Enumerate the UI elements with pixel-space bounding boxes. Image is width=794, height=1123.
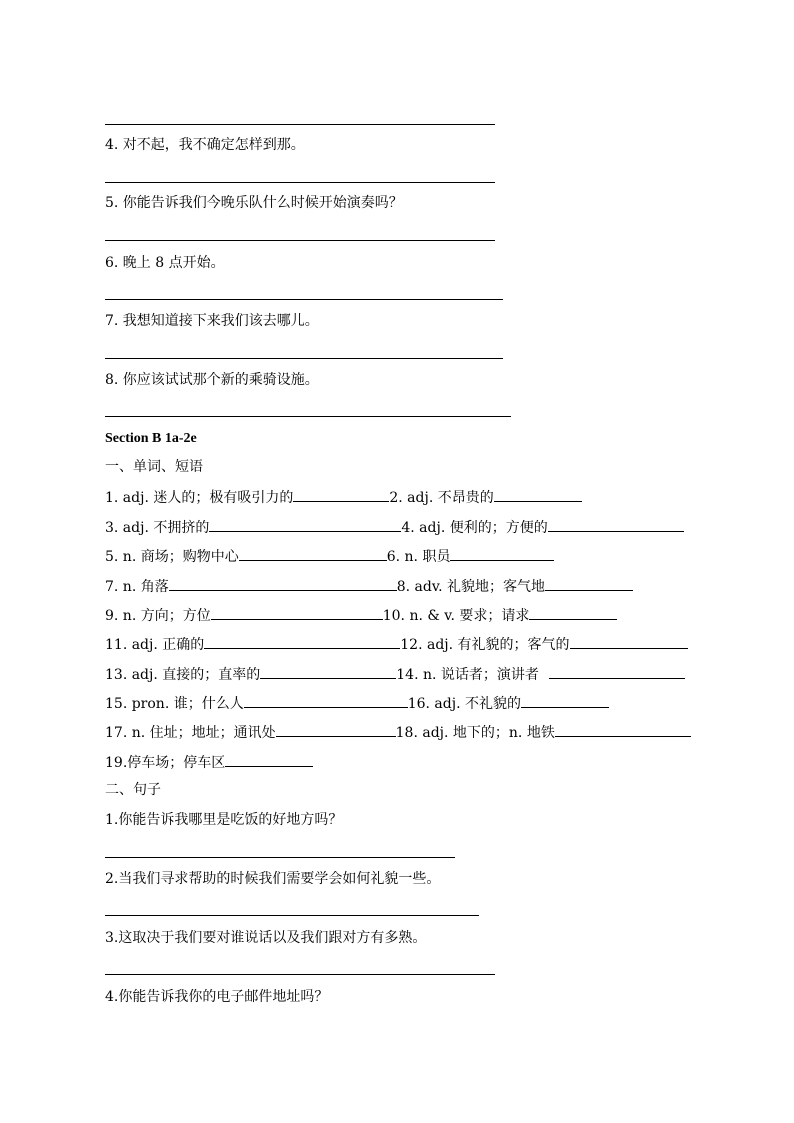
vocab-row [105,752,313,772]
blank [548,517,684,532]
vocab-item: 10. n. & v. 要求；请求 [382,608,530,624]
vocab-item: 1. adj. 迷人的；极有吸引力的 [105,490,294,506]
blank [570,634,688,649]
blank [169,576,397,591]
vocab-row [105,664,685,684]
blank [260,664,396,679]
vocab-item: 17. n. 住址；地址；通讯处 [105,725,276,741]
blank [209,517,401,532]
blank [450,546,554,561]
blank [555,722,691,737]
blank [276,722,396,737]
vocab-item: 11. adj. 正确的 [105,637,205,653]
vocab-item: 16. adj. 不礼貌的 [407,696,521,712]
sentence-prompt: 2.当我们寻求帮助的时候我们需要学会如何礼貌一些。 [105,871,441,887]
answer-line [105,857,455,858]
answer-line [105,358,503,359]
vocab-item: 14. n. 说话者；演讲者 [396,667,539,683]
sentences-heading: 二、句子 [105,782,161,798]
vocab-row [105,722,691,742]
blank [239,546,387,561]
blank [244,693,408,708]
vocab-item: 8. adv. 礼貌地；客气地 [396,579,545,595]
vocab-item: 13. adj. 直接的；直率的 [105,667,261,683]
answer-line [105,915,479,916]
vocab-item: 2. adj. 不昂贵的 [389,490,494,506]
answer-line [105,416,511,417]
vocab-item: 4. adj. 便利的；方便的 [401,520,548,536]
answer-line [105,974,495,975]
answer-line [105,182,495,183]
vocab-row [105,576,633,596]
vocab-item: 15. pron. 谁；什么人 [105,696,244,712]
answer-line [105,240,495,241]
vocab-item: 19.停车场；停车区 [105,755,226,771]
prompt-5: 5. 你能告诉我们今晚乐队什么时候开始演奏吗？ [105,195,403,211]
answer-line [105,299,503,300]
vocab-item: 9. n. 方向；方位 [105,608,211,624]
sentence-prompt: 1.你能告诉我哪里是吃饭的好地方吗？ [105,812,343,828]
vocab-row [105,546,554,566]
vocab-row [105,634,688,654]
sentence-prompt: 3.这取决于我们要对谁说话以及我们跟对方有多熟。 [105,930,427,946]
vocab-item: 3. adj. 不拥挤的 [105,520,210,536]
vocab-row [105,487,582,507]
vocab-heading: 一、单词、短语 [105,459,203,475]
blank [293,487,389,502]
vocab-item: 12. adj. 有礼貌的；客气的 [400,637,570,653]
blank [521,693,609,708]
blank [204,634,400,649]
prompt-8: 8. 你应该试试那个新的乘骑设施。 [105,372,319,388]
blank [211,605,383,620]
vocab-item: 7. n. 角落 [105,579,169,595]
prompt-6: 6. 晚上 8 点开始。 [105,255,225,271]
answer-line [105,124,495,125]
prompt-7: 7. 我想知道接下来我们该去哪儿。 [105,313,319,329]
vocab-row [105,693,609,713]
sentence-prompt: 4.你能告诉我你的电子邮件地址吗？ [105,989,329,1005]
blank [225,752,313,767]
prompt-4: 4. 对不起，我不确定怎样到那。 [105,137,305,153]
blank [545,576,633,591]
blank [494,487,582,502]
vocab-row [105,517,684,537]
blank [529,605,617,620]
blank [549,664,685,679]
vocab-row [105,605,617,625]
vocab-item: 18. adj. 地下的；n. 地铁 [395,725,555,741]
section-heading: Section B 1a-2e [105,431,197,446]
vocab-item: 6. n. 职员 [386,549,451,565]
vocab-item: 5. n. 商场；购物中心 [105,549,239,565]
